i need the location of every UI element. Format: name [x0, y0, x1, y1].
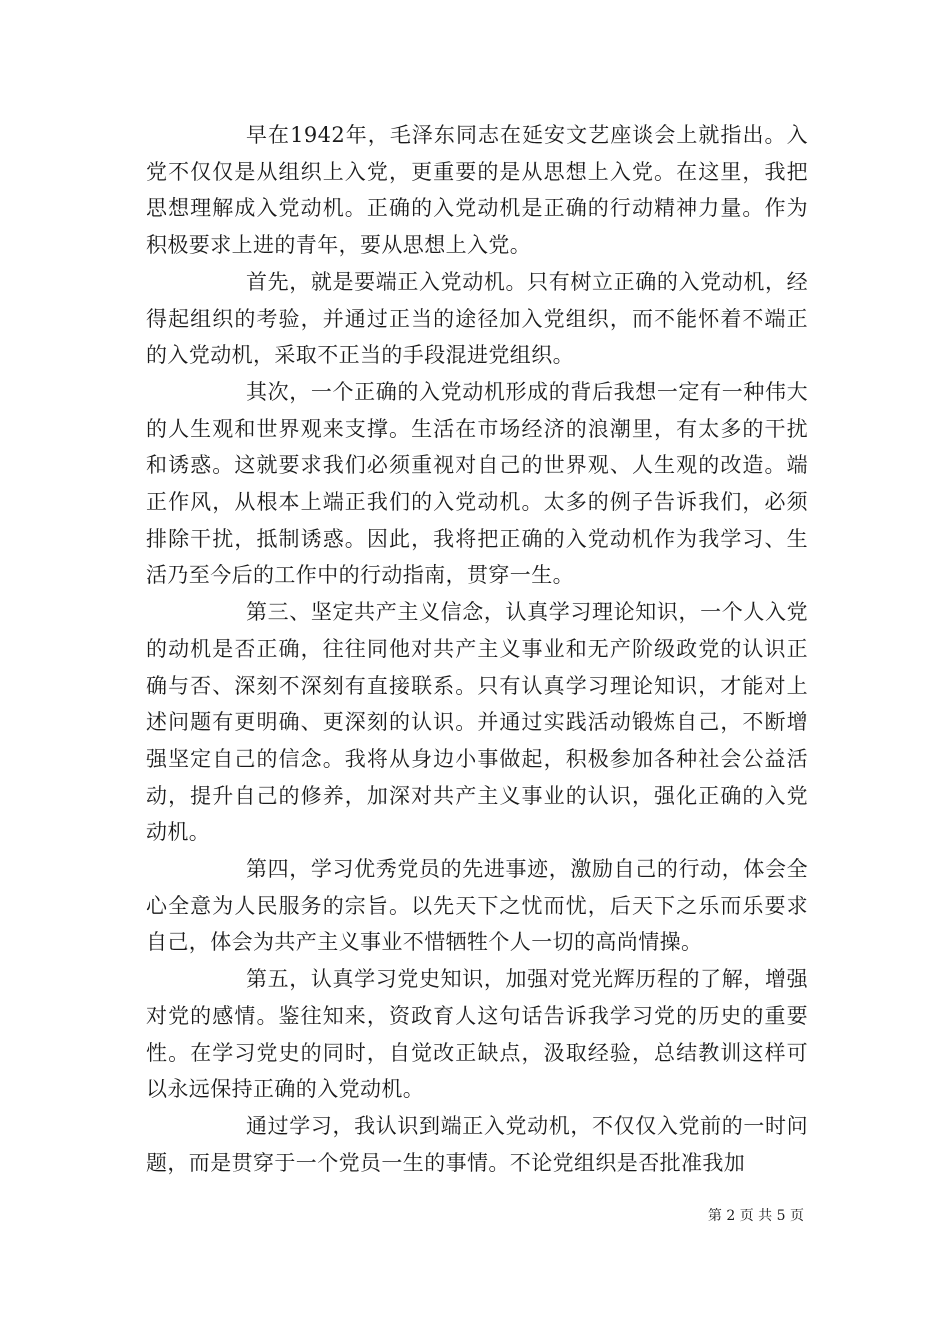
paragraph: 第五，认真学习党史知识，加强对党光辉历程的了解，增强对党的感情。鉴往知来，资政育人这句话告诉我学习党的历史的重要性。在学习党史的同时，自觉改正缺点，汲取经验，总结教训这样可以永远保持正确的入党动机。: [146, 967, 808, 1102]
paragraph: 通过学习，我认识到端正入党动机，不仅仅入党前的一时问题，而是贯穿于一个党员一生的事情。不论党组织是否批准我加: [146, 1113, 808, 1175]
paragraph: 第四，学习优秀党员的先进事迹，激励自己的行动，体会全心全意为人民服务的宗旨。以先天下之忧而忧，后天下之乐而乐要求自己，体会为共产主义事业不惜牺牲个人一切的高尚情操。: [146, 857, 808, 955]
paragraph: 其次，一个正确的入党动机形成的背后我想一定有一种伟大的人生观和世界观来支撑。生活在市场经济的浪潮里，有太多的干扰和诱惑。这就要求我们必须重视对自己的世界观、人生观的改造。端正作风，从根本上端正我们的入党动机。太多的例子告诉我们，必须排除干扰，抵制诱惑。因此，我将把正确的入党动机作为我学习、生活乃至今后的工作中的行动指南，贯穿一生。: [146, 379, 808, 588]
page-number-footer: 第 2 页 共 5 页: [707, 1208, 804, 1224]
paragraph: 早在1942年，毛泽东同志在延安文艺座谈会上就指出。入党不仅仅是从组织上入党，更重要的是从思想上入党。在这里，我把思想理解成入党动机。正确的入党动机是正确的行动精神力量。作为积极要求上进的青年，要从思想上入党。: [146, 123, 808, 258]
document-body: [146, 117, 808, 1181]
paragraph: 首先，就是要端正入党动机。只有树立正确的入党动机，经得起组织的考验，并通过正当的途径加入党组织，而不能怀着不端正的入党动机，采取不正当的手段混进党组织。: [146, 269, 808, 368]
paragraph: 第三、坚定共产主义信念，认真学习理论知识，一个人入党的动机是否正确，往往同他对共产主义事业和无产阶级政党的认识正确与否、深刻不深刻有直接联系。只有认真学习理论知识，才能对上述问题有更明确、更深刻的认识。并通过实践活动锻炼自己，不断增强坚定自己的信念。我将从身边小事做起，积极参加各种社会公益活动，提升自己的修养，加深对共产主义事业的认识，强化正确的入党动机。: [146, 600, 808, 845]
